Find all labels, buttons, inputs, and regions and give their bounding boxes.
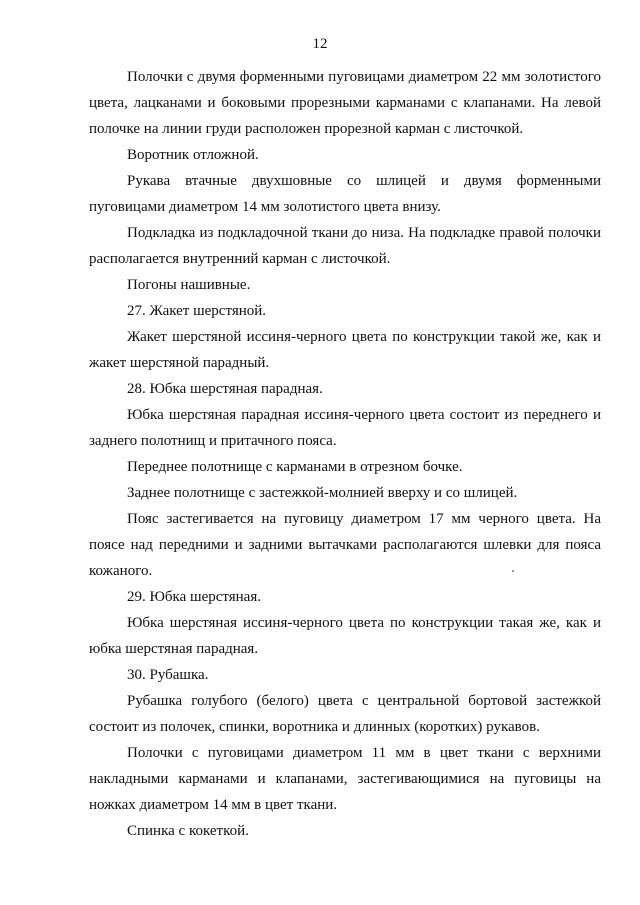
paragraph-shoulder-straps: Погоны нашивные. [127, 277, 251, 293]
paragraph-back-panel: Заднее полотнище с застежкой-молнией вверху и со шлицей. [127, 485, 518, 501]
paragraph-front-panel: Переднее полотнище с карманами в отрезном бочке. [127, 459, 463, 475]
paragraph-shirt: Рубашка голубого (белого) цвета с центральной бортовой застежкой состоит из полочек, спинки, воротника и длинных (коротких) рукавов. [89, 693, 601, 735]
heading-item-30: 30. Рубашка. [127, 667, 209, 683]
paragraph-waistband: Пояс застегивается на пуговицу диаметром 17 мм черного цвета. На поясе над передними и задними вытачками располагаются шлевки для пояса кожаного. [89, 511, 601, 579]
paragraph-collar: Воротник отложной. [127, 147, 259, 163]
page-number: 12 [312, 36, 328, 52]
paragraph-front-panels: Полочки с двумя форменными пуговицами диаметром 22 мм золотистого цвета, лацканами и боковыми прорезными карманами с клапанами. На левой полочке на линии груди расположен прорезной карман с листочкой. [89, 69, 601, 137]
heading-item-29: 29. Юбка шерстяная. [127, 589, 261, 605]
heading-item-27: 27. Жакет шерстяной. [127, 303, 267, 319]
paragraph-wool-skirt: Юбка шерстяная иссиня-черного цвета по конструкции такая же, как и юбка шерстяная парадная. [89, 615, 601, 657]
paragraph-sleeves: Рукава втачные двухшовные со шлицей и двумя форменными пуговицами диаметром 14 мм золотистого цвета внизу. [89, 173, 601, 215]
paragraph-shirt-fronts: Полочки с пуговицами диаметром 11 мм в цвет ткани с верхними накладными карманами и клапанами, застегивающимися на пуговицы на ножках диаметром 14 мм в цвет ткани. [89, 745, 601, 813]
paragraph-shirt-back: Спинка с кокеткой. [127, 823, 249, 839]
paragraph-dress-skirt: Юбка шерстяная парадная иссиня-черного цвета состоит из переднего и заднего полотнищ и притачного пояса. [89, 407, 601, 449]
scan-speck [512, 570, 514, 572]
paragraph-lining: Подкладка из подкладочной ткани до низа. На подкладке правой полочки располагается внутренний карман с листочкой. [89, 225, 601, 267]
paragraph-wool-jacket: Жакет шерстяной иссиня-черного цвета по конструкции такой же, как и жакет шерстяной парадный. [89, 329, 601, 371]
document-body [89, 64, 601, 844]
heading-item-28: 28. Юбка шерстяная парадная. [127, 381, 323, 397]
